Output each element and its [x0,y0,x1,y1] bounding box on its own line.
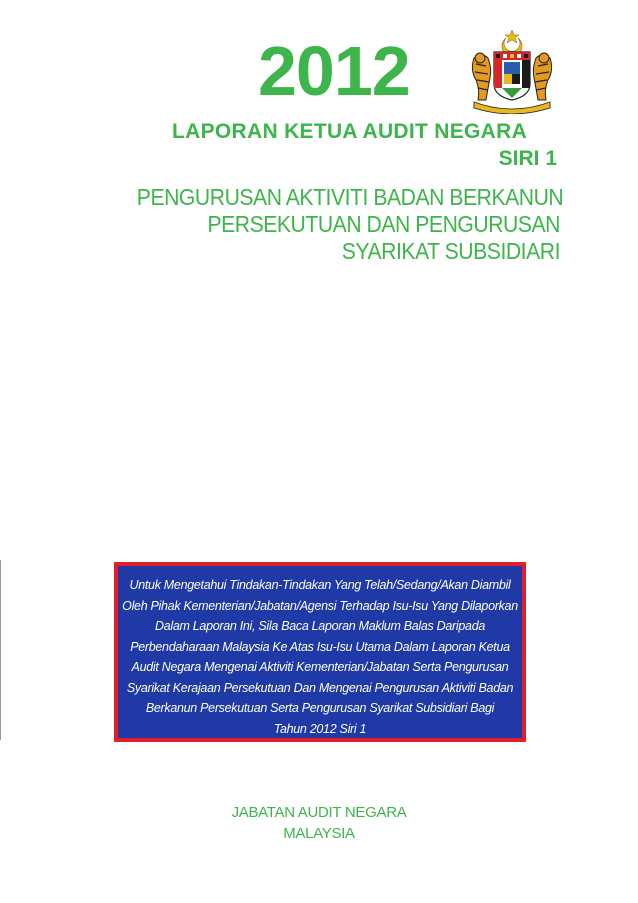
subtitle-line: SYARIKAT SUBSIDIARI [341,238,560,264]
notice-line: Oleh Pihak Kementerian/Jabatan/Agensi Terhadap Isu-Isu Yang Dilaporkan [122,598,518,613]
report-series: SIRI 1 [498,147,557,170]
publisher-name: JABATAN AUDIT NEGARA [231,804,407,821]
page-edge-mark [0,560,1,740]
notice-line: Syarikat Kerajaan Persekutuan Dan Mengenai Pengurusan Aktiviti Badan [126,680,514,695]
publisher-country: MALAYSIA [283,825,355,842]
report-title: LAPORAN KETUA AUDIT NEGARA [172,120,528,143]
notice-line: Perbendaharaan Malaysia Ke Atas Isu-Isu Utama Dalam Laporan Ketua [130,639,510,654]
coat-of-arms-icon [466,28,558,114]
report-subtitle [136,184,564,265]
subtitle-line: PENGURUSAN AKTIVITI BADAN BERKANUN [136,184,564,210]
subtitle-line: PERSEKUTUAN DAN PENGURUSAN [207,211,560,237]
notice-line: Berkanun Persekutuan Serta Pengurusan Syarikat Subsidiari Bagi [145,701,495,715]
report-year: 2012 [258,32,410,110]
notice-line: Audit Negara Mengenai Aktiviti Kementerian/Jabatan Serta Pengurusan [131,660,509,674]
notice-line: Tahun 2012 Siri 1 [273,721,367,736]
notice-line: Dalam Laporan Ini, Sila Baca Laporan Maklum Balas Daripada [154,619,485,633]
notice-box [114,562,526,742]
notice-line: Untuk Mengetahui Tindakan-Tindakan Yang Telah/Sedang/Akan Diambil [129,578,511,592]
notice-content [118,566,522,738]
